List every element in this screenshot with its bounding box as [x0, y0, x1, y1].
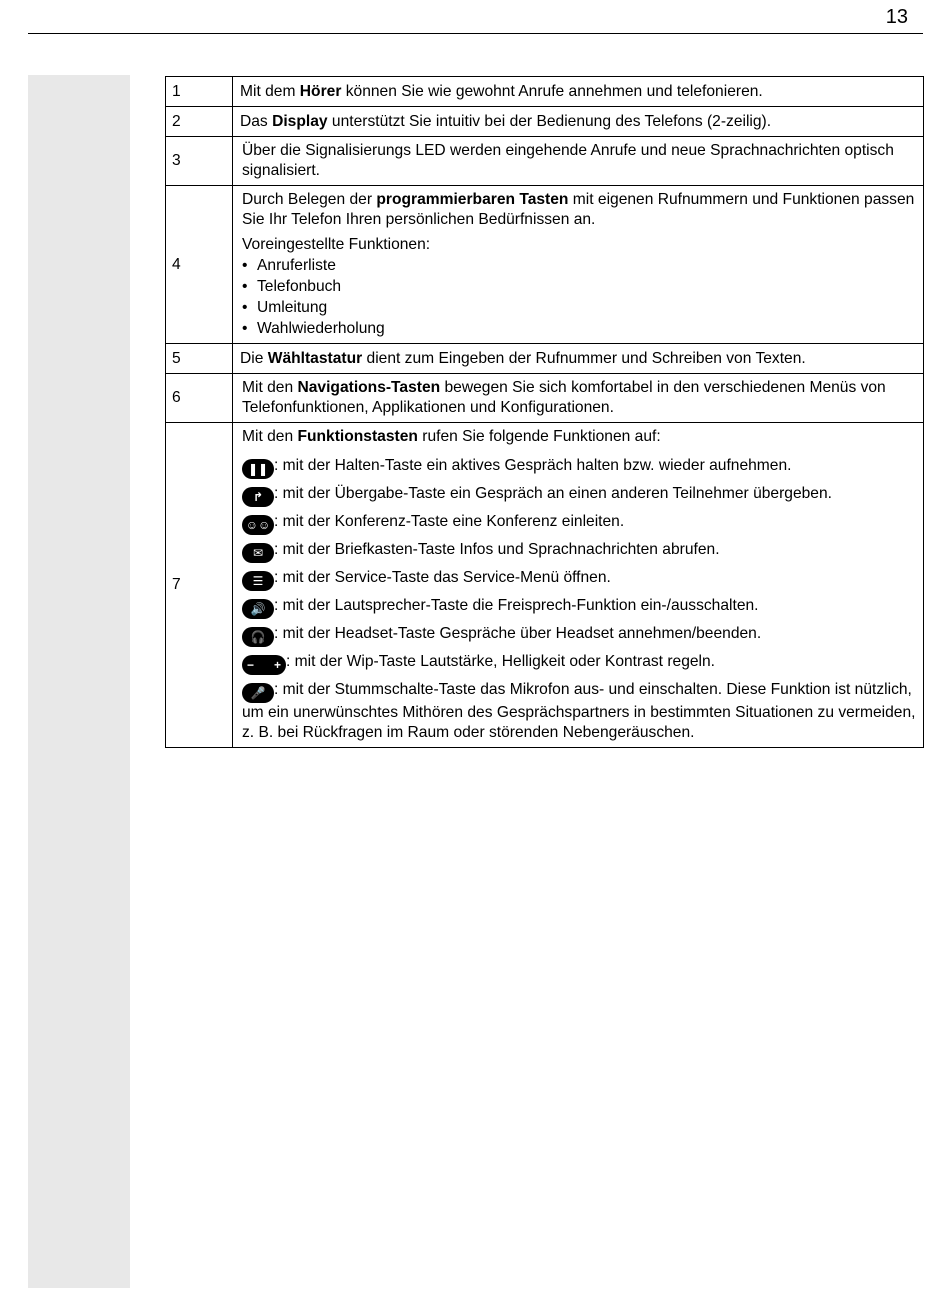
- row-number: 2: [166, 107, 233, 137]
- key-description: [242, 484, 917, 507]
- transfer-key-icon: ↱: [242, 487, 274, 507]
- key-description: [242, 456, 917, 479]
- key-description: [242, 568, 917, 591]
- key-description: [242, 596, 917, 619]
- plus-icon: +: [273, 658, 281, 672]
- row-number: 7: [166, 423, 233, 748]
- text: : mit der Wip-Taste Lautstärke, Helligkeit oder Kontrast regeln.: [286, 653, 716, 670]
- text: dient zum Eingeben der Rufnummer und Schreiben von Texten.: [362, 349, 806, 367]
- key-description: [242, 512, 917, 535]
- bold-term: Hörer: [299, 82, 342, 100]
- row-description: [233, 77, 924, 107]
- table-row: [166, 107, 924, 137]
- row-description: [233, 423, 924, 748]
- paragraph: [242, 190, 917, 230]
- bold-term: Display: [272, 112, 328, 130]
- bold-term: Wähltastatur: [267, 349, 363, 367]
- table-row: [166, 344, 924, 374]
- key-description: [242, 624, 917, 647]
- text: : mit der Headset-Taste Gespräche über Headset annehmen/beenden.: [274, 625, 762, 642]
- table-row: [166, 374, 924, 423]
- speaker-key-icon: 🔊: [242, 599, 274, 619]
- text: Die: [240, 349, 268, 367]
- row-number: 4: [166, 186, 233, 344]
- key-description: [242, 680, 917, 743]
- hold-key-icon: ❚❚: [242, 459, 274, 479]
- row-number: 5: [166, 344, 233, 374]
- list-item: • Telefonbuch: [242, 276, 917, 297]
- bold-term: programmierbaren Tasten: [376, 191, 569, 208]
- text: mit eigenen Rufnummern und Funktionen passen Sie Ihr Telefon Ihren persönlichen Bedürfnissen an.: [242, 191, 915, 228]
- mailbox-key-icon: ✉: [242, 543, 274, 563]
- key-description: [242, 652, 917, 675]
- headset-key-icon: 🎧: [242, 627, 274, 647]
- text: : mit der Halten-Taste ein aktives Gespräch halten bzw. wieder aufnehmen.: [274, 457, 792, 474]
- text: Das: [240, 112, 273, 130]
- table-row: [166, 77, 924, 107]
- table-row: [166, 423, 924, 748]
- text: rufen Sie folgende Funktionen auf:: [417, 428, 661, 445]
- margin-sidebar: [28, 75, 130, 1288]
- text: Mit dem: [240, 82, 300, 100]
- text: : mit der Lautsprecher-Taste die Freisprech-Funktion ein-/ausschalten.: [274, 597, 759, 614]
- paragraph: [242, 427, 917, 447]
- row-description: [233, 344, 924, 374]
- preset-list: [242, 255, 917, 339]
- list-item: • Wahlwiederholung: [242, 318, 917, 339]
- text: Durch Belegen der: [242, 191, 377, 208]
- text: unterstützt Sie intuitiv bei der Bedienung des Telefons (2-zeilig).: [327, 112, 772, 130]
- row-description: [233, 374, 924, 423]
- row-description: Über die Signalisierungs LED werden eingehende Anrufe und neue Sprachnachrichten optisch signalisiert.: [233, 137, 924, 186]
- text: Mit den: [242, 428, 298, 445]
- minus-icon: −: [247, 658, 255, 672]
- row-description: [233, 107, 924, 137]
- text: : mit der Konferenz-Taste eine Konferenz einleiten.: [274, 513, 625, 530]
- features-table: [165, 76, 924, 748]
- bold-term: Navigations-Tasten: [297, 379, 441, 396]
- row-number: 1: [166, 77, 233, 107]
- text: Mit den: [242, 379, 298, 396]
- text: : mit der Übergabe-Taste ein Gespräch an einen anderen Teilnehmer übergeben.: [274, 485, 832, 502]
- table-row: [166, 137, 924, 186]
- row-number: 3: [166, 137, 233, 186]
- text: : mit der Briefkasten-Taste Infos und Sprachnachrichten abrufen.: [274, 541, 720, 558]
- text: : mit der Stummschalte-Taste das Mikrofon aus- und einschalten. Diese Funktion ist nützlich, um ein unerwünschtes Mithören des Gesprächspartners in bestimmten Situationen zu vermeiden, z. B. bei Rückfragen im Raum oder störenden Nebengeräuschen.: [242, 681, 916, 741]
- header-rule: [28, 33, 923, 34]
- list-item: • Umleitung: [242, 297, 917, 318]
- service-key-icon: ☰: [242, 571, 274, 591]
- volume-key-icon: [242, 655, 286, 675]
- mute-key-icon: 🎤: [242, 683, 274, 703]
- page-number: 13: [885, 6, 908, 28]
- table-row: [166, 186, 924, 344]
- text: : mit der Service-Taste das Service-Menü öffnen.: [274, 569, 611, 586]
- list-item: • Anruferliste: [242, 255, 917, 276]
- row-number: 6: [166, 374, 233, 423]
- row-description: [233, 186, 924, 344]
- key-description: [242, 540, 917, 563]
- text: bewegen Sie sich komfortabel in den verschiedenen Menüs von Telefonfunktionen, Applikationen und Konfigurationen.: [242, 379, 886, 416]
- text: können Sie wie gewohnt Anrufe annehmen und telefonieren.: [341, 82, 763, 100]
- bold-term: Funktionstasten: [297, 428, 418, 445]
- preset-title: Voreingestellte Funktionen:: [242, 236, 431, 253]
- conference-key-icon: ☺☺: [242, 515, 274, 535]
